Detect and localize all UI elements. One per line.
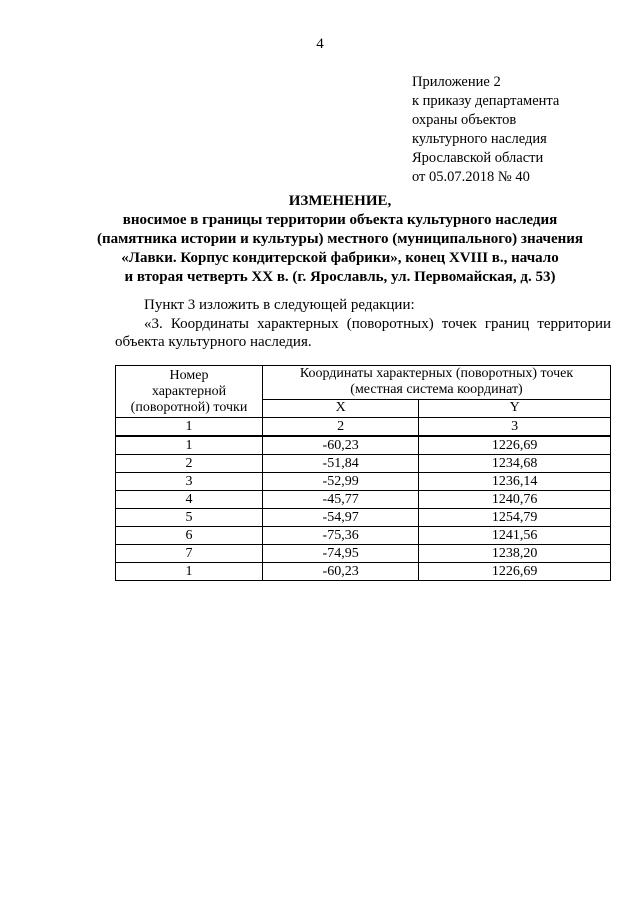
document-heading — [60, 192, 620, 287]
x-cell: -75,36 — [263, 527, 419, 545]
table-row — [116, 563, 611, 581]
y-cell: 1240,76 — [419, 491, 611, 509]
appendix-line: культурного наследия — [412, 131, 547, 147]
point-cell: 1 — [116, 563, 263, 581]
header-coordinates — [263, 366, 611, 400]
table-row — [116, 436, 611, 455]
header-x: X — [263, 399, 419, 417]
table-row — [116, 473, 611, 491]
x-cell: -74,95 — [263, 545, 419, 563]
y-cell: 1234,68 — [419, 455, 611, 473]
y-cell: 1241,56 — [419, 527, 611, 545]
table-row — [116, 455, 611, 473]
point-cell: 1 — [116, 436, 263, 455]
table-row — [116, 509, 611, 527]
header-point-line: Номер — [169, 367, 209, 383]
x-cell: -51,84 — [263, 455, 419, 473]
x-cell: -45,77 — [263, 491, 419, 509]
appendix-line: охраны объектов — [412, 112, 517, 128]
column-number: 2 — [263, 418, 419, 437]
x-cell: -54,97 — [263, 509, 419, 527]
body-text — [115, 296, 611, 352]
heading-line: (памятника истории и культуры) местного (муниципального) значения — [96, 231, 584, 247]
x-cell: -52,99 — [263, 473, 419, 491]
x-cell: -60,23 — [263, 563, 419, 581]
y-cell: 1254,79 — [419, 509, 611, 527]
point-cell: 7 — [116, 545, 263, 563]
y-cell: 1226,69 — [419, 436, 611, 455]
point-cell: 2 — [116, 455, 263, 473]
header-point-line: характерной — [151, 383, 227, 399]
appendix-line: Ярославской области — [412, 150, 544, 166]
header-point-line: (поворотной) точки — [130, 399, 248, 415]
paragraph-clause-line2: объекта культурного наследия. — [115, 334, 312, 350]
heading-line: и вторая четверть XX в. (г. Ярославль, ул. Первомайская, д. 53) — [124, 269, 556, 285]
heading-title: ИЗМЕНЕНИЕ, — [288, 193, 392, 209]
point-cell: 5 — [116, 509, 263, 527]
table-row — [116, 545, 611, 563]
y-cell: 1238,20 — [419, 545, 611, 563]
column-number-row — [116, 418, 611, 437]
y-cell: 1226,69 — [419, 563, 611, 581]
heading-line: вносимое в границы территории объекта культурного наследия — [122, 212, 558, 228]
appendix-line: к приказу департамента — [412, 93, 560, 109]
header-coordinates-line: Координаты характерных (поворотных) точек — [299, 366, 574, 382]
table-row — [116, 527, 611, 545]
appendix-line: от 05.07.2018 № 40 — [412, 169, 530, 185]
header-y: Y — [419, 399, 611, 417]
coordinates-table — [115, 365, 611, 581]
x-cell: -60,23 — [263, 436, 419, 455]
table-row — [116, 491, 611, 509]
appendix-reference — [412, 73, 559, 187]
point-cell: 3 — [116, 473, 263, 491]
header-point-number — [116, 366, 263, 418]
point-cell: 4 — [116, 491, 263, 509]
column-number: 3 — [419, 418, 611, 437]
paragraph-instruction: Пункт 3 изложить в следующей редакции: — [144, 297, 415, 313]
point-cell: 6 — [116, 527, 263, 545]
y-cell: 1236,14 — [419, 473, 611, 491]
page-number: 4 — [316, 36, 324, 52]
heading-line: «Лавки. Корпус кондитерской фабрики», конец XVIII в., начало — [121, 250, 559, 266]
appendix-line: Приложение 2 — [412, 74, 501, 90]
paragraph-clause-line1: «3. Координаты характерных (поворотных) точек границ территории — [144, 315, 611, 332]
column-number: 1 — [116, 418, 263, 437]
header-coordinates-line: (местная система координат) — [350, 382, 523, 398]
